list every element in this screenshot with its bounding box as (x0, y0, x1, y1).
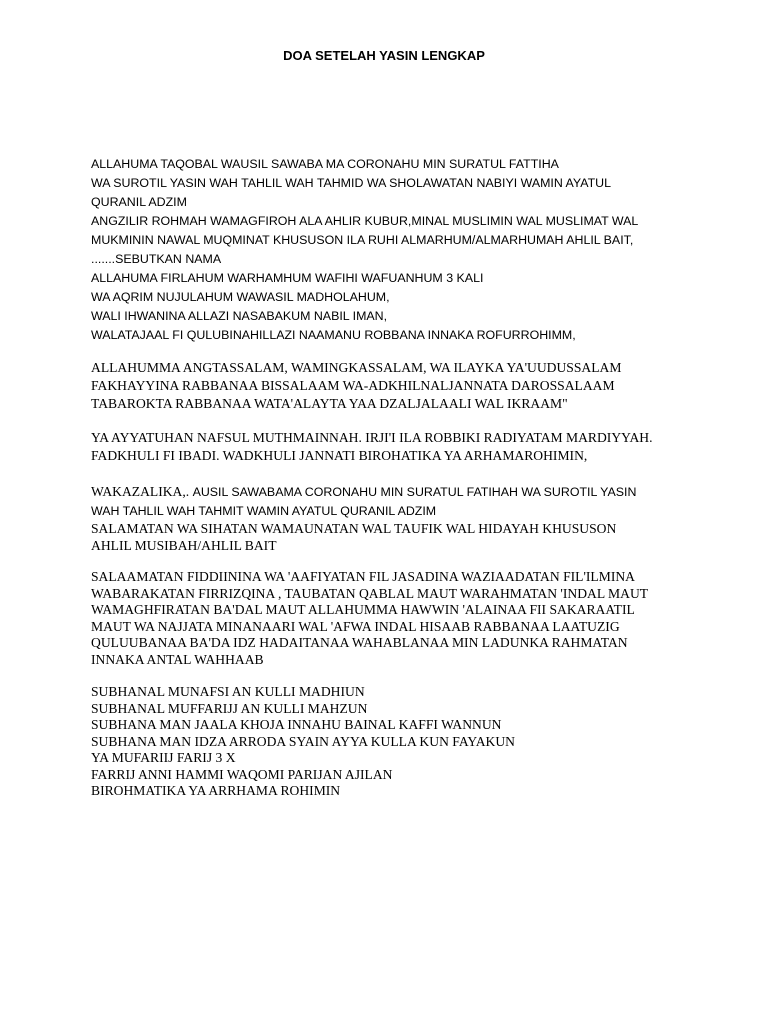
text-line: YA MUFARIIJ FARIJ 3 X (91, 750, 236, 765)
paragraph-wakazalika (91, 482, 691, 554)
text-line: WAMAGHFIRATAN BA'DAL MAUT ALLAHUMMA HAWWIN 'ALAINAA FII SAKARAATIL (91, 602, 635, 617)
text-line: WA SUROTIL YASIN WAH TAHLIL WAH TAHMID WA SHOLAWATAN NABIYI WAMIN AYATUL (91, 176, 612, 190)
text-line: ALLAHUMA TAQOBAL WAUSIL SAWABA MA CORONAHU MIN SURATUL FATTIHA (91, 157, 559, 171)
text-segment: WAKAZALIKA,. (91, 484, 193, 499)
text-line: TABAROKTA RABBANAA WATA'ALAYTA YAA DZALJALAALI WAL IKRAAM" (91, 396, 568, 411)
text-line: WABARAKATAN FIRRIZQINA , TAUBATAN QABLAL MAUT WARAHMATAN 'INDAL MAUT (91, 585, 649, 601)
text-line: .......SEBUTKAN NAMA (91, 252, 222, 266)
text-line: AHLIL MUSIBAH/AHLIL BAIT (91, 537, 277, 553)
text-line: ALLAHUMA FIRLAHUM WARHAMHUM WAFIHI WAFUANHUM 3 KALI (91, 271, 484, 285)
text-line: QURANIL ADZIM (91, 195, 187, 209)
text-segment: AUSIL SAWABAMA CORONAHU MIN SURATUL FATIHAH WA SUROTIL YASIN (192, 485, 637, 499)
document-title: DOA SETELAH YASIN LENGKAP (283, 48, 485, 63)
text-line: SUBHANAL MUNAFSI AN KULLI MADHIUN (91, 684, 365, 699)
text-line: WAH TAHLIL WAH TAHMIT WAMIN AYATUL QURANIL ADZIM (91, 504, 437, 518)
text-line: ANGZILIR ROHMAH WAMAGFIROH ALA AHLIR KUBUR,MINAL MUSLIMIN WAL MUSLIMAT WAL (91, 214, 639, 228)
text-line: SUBHANA MAN JAALA KHOJA INNAHU BAINAL KAFFI WANNUN (91, 717, 502, 732)
paragraph-assalam (91, 359, 691, 413)
paragraph-salaamatan (91, 569, 691, 668)
text-line: SALAAMATAN FIDDIININA WA 'AAFIYATAN FIL JASADINA WAZIAADATAN FIL'ILMINA (91, 569, 635, 584)
text-line: FAKHAYYINA RABBANAA BISSALAAM WA-ADKHILNALJANNATA DAROSSALAAM (91, 378, 615, 393)
paragraph-subhana (91, 684, 691, 800)
text-line: MUKMININ NAWAL MUQMINAT KHUSUSON ILA RUHI ALMARHUM/ALMARHUMAH AHLIL BAIT, (91, 233, 634, 247)
text-line (91, 482, 691, 502)
text-line: BIROHMATIKA YA ARRHAMA ROHIMIN (91, 783, 341, 798)
text-line: ALLAHUMMA ANGTASSALAM, WAMINGKASSALAM, WA ILAYKA YA'UUDUSSALAM (91, 360, 622, 375)
text-line: WA AQRIM NUJULAHUM WAWASIL MADHOLAHUM, (91, 290, 390, 304)
text-line: QULUUBANAA BA'DA IDZ HADAITANAA WAHABLANAA MIN LADUNKA RAHMATAN (91, 635, 628, 650)
paragraph-nafsul-muthmainnah (91, 429, 691, 465)
text-line: SUBHANAL MUFFARIJJ AN KULLI MAHZUN (91, 700, 368, 716)
text-line: WALI IHWANINA ALLAZI NASABAKUM NABIL IMAN, (91, 309, 388, 323)
text-line: INNAKA ANTAL WAHHAAB (91, 651, 264, 667)
text-line: WALATAJAAL FI QULUBINAHILLAZI NAAMANU ROBBANA INNAKA ROFURROHIMM, (91, 328, 576, 342)
paragraph-opening-prayer (91, 155, 691, 345)
text-line: FARRIJ ANNI HAMMI WAQOMI PARIJAN AJILAN (91, 766, 393, 782)
text-line: YA AYYATUHAN NAFSUL MUTHMAINNAH. IRJI'I ILA ROBBIKI RADIYATAM MARDIYYAH. (91, 430, 653, 445)
text-line: SUBHANA MAN IDZA ARRODA SYAIN AYYA KULLA KUN FAYAKUN (91, 733, 515, 749)
text-line: FADKHULI FI IBADI. WADKHULI JANNATI BIROHATIKA YA ARHAMAROHIMIN, (91, 448, 588, 463)
text-line: MAUT WA NAJJATA MINANAARI WAL 'AFWA INDAL HISAAB RABBANAA LAATUZIG (91, 618, 620, 634)
text-line: SALAMATAN WA SIHATAN WAMAUNATAN WAL TAUFIK WAL HIDAYAH KHUSUSON (91, 521, 617, 536)
